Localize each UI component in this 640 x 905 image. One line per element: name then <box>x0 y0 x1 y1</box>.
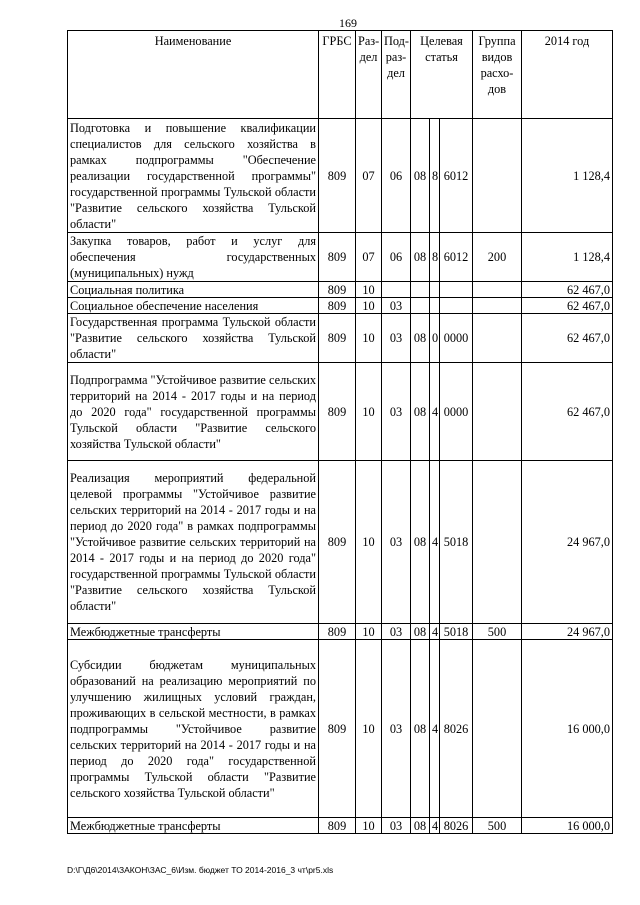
page-number: 169 <box>339 16 357 30</box>
cell-vr: 500 <box>473 818 522 834</box>
cell-t2: 4 <box>430 818 440 834</box>
cell-pr: 03 <box>382 363 411 461</box>
cell-sum: 62 467,0 <box>522 282 613 298</box>
table-row <box>68 461 613 624</box>
cell-pr: 03 <box>382 461 411 624</box>
row-name: Реализация мероприятий федеральной целевой программы "Устойчивое развитие сельских территорий на 2014 - 2017 годы и на период до 2020 года" в рамках подпрограммы "Устойчивое развитие сельских территорий на 2014 - 2017 годы и на период до 2020 года" государственной программы Тульской области "Развитие сельского хозяйства Тульской области" <box>68 461 319 624</box>
cell-grbs: 809 <box>319 314 356 363</box>
row-name: Субсидии бюджетам муниципальных образований на реализацию мероприятий по улучшению жилищных условий граждан, проживающих в сельской местности, в рамках подпрограммы "Устойчивое развитие сельских территорий на 2014 - 2017 годы и на период до 2020 года" государственной программы Тульской области "Развитие сельского хозяйства Тульской области" <box>68 640 319 818</box>
cell-pr: 06 <box>382 233 411 282</box>
cell-rz: 10 <box>356 363 382 461</box>
cell-t2 <box>430 282 440 298</box>
cell-vr <box>473 461 522 624</box>
cell-grbs: 809 <box>319 233 356 282</box>
table-row <box>68 298 613 314</box>
cell-grbs: 809 <box>319 624 356 640</box>
header-year: 2014 год <box>522 31 613 119</box>
cell-rz: 07 <box>356 119 382 233</box>
row-name: Межбюджетные трансферты <box>68 818 319 834</box>
cell-t2: 8 <box>430 119 440 233</box>
cell-t1: 08 <box>411 640 430 818</box>
cell-t1: 08 <box>411 363 430 461</box>
cell-sum: 24 967,0 <box>522 624 613 640</box>
cell-vr <box>473 314 522 363</box>
cell-t2: 4 <box>430 363 440 461</box>
cell-sum: 24 967,0 <box>522 461 613 624</box>
cell-t3: 8026 <box>440 640 473 818</box>
row-name: Подготовка и повышение квалификации специалистов для сельского хозяйства в рамках подпрограммы "Обеспечение реализации государственной программы" государственной программы Тульской области "Развитие сельского хозяйства Тульской области" <box>68 119 319 233</box>
cell-t1 <box>411 298 430 314</box>
cell-t3: 5018 <box>440 624 473 640</box>
cell-rz: 10 <box>356 640 382 818</box>
cell-t1: 08 <box>411 624 430 640</box>
cell-grbs: 809 <box>319 119 356 233</box>
table-row <box>68 314 613 363</box>
cell-grbs: 809 <box>319 363 356 461</box>
header-razdel: Раз-дел <box>356 31 382 119</box>
cell-t3 <box>440 298 473 314</box>
header-group: Группа видов расхо-дов <box>473 31 522 119</box>
header-podrazdel: Под-раз-дел <box>382 31 411 119</box>
cell-sum: 16 000,0 <box>522 640 613 818</box>
cell-vr <box>473 119 522 233</box>
cell-rz: 07 <box>356 233 382 282</box>
cell-rz: 10 <box>356 298 382 314</box>
cell-t1 <box>411 282 430 298</box>
cell-sum: 62 467,0 <box>522 363 613 461</box>
cell-grbs: 809 <box>319 282 356 298</box>
cell-t2: 4 <box>430 640 440 818</box>
cell-t3: 0000 <box>440 314 473 363</box>
cell-t2 <box>430 298 440 314</box>
cell-rz: 10 <box>356 624 382 640</box>
row-name: Подпрограмма "Устойчивое развитие сельских территорий на 2014 - 2017 годы и на период до 2020 года" государственной программы Тульской области "Развитие сельского хозяйства Тульской области" <box>68 363 319 461</box>
cell-sum: 1 128,4 <box>522 233 613 282</box>
row-name: Социальное обеспечение населения <box>68 298 319 314</box>
cell-t3 <box>440 282 473 298</box>
cell-rz: 10 <box>356 282 382 298</box>
cell-vr <box>473 298 522 314</box>
cell-vr: 200 <box>473 233 522 282</box>
row-name: Социальная политика <box>68 282 319 298</box>
row-name: Государственная программа Тульской области "Развитие сельского хозяйства Тульской области" <box>68 314 319 363</box>
cell-t3: 6012 <box>440 233 473 282</box>
header-target: Целевая статья <box>411 31 473 119</box>
cell-rz: 10 <box>356 314 382 363</box>
cell-pr: 06 <box>382 119 411 233</box>
cell-t3: 0000 <box>440 363 473 461</box>
cell-t1: 08 <box>411 314 430 363</box>
cell-vr <box>473 640 522 818</box>
cell-t2: 0 <box>430 314 440 363</box>
table-row <box>68 363 613 461</box>
cell-t1: 08 <box>411 119 430 233</box>
cell-grbs: 809 <box>319 298 356 314</box>
cell-t3: 6012 <box>440 119 473 233</box>
cell-t1: 08 <box>411 818 430 834</box>
cell-vr: 500 <box>473 624 522 640</box>
cell-rz: 10 <box>356 818 382 834</box>
budget-table <box>67 30 613 834</box>
cell-grbs: 809 <box>319 818 356 834</box>
table-row <box>68 233 613 282</box>
cell-grbs: 809 <box>319 461 356 624</box>
cell-t2: 4 <box>430 461 440 624</box>
table-row <box>68 818 613 834</box>
cell-t2: 8 <box>430 233 440 282</box>
file-path-footer: D:\Г\Д6\2014\ЗАКОН\ЗАС_6\Изм. бюджет ТО 2014-2016_3 чт\pr5.xls <box>67 865 334 875</box>
header-grbs: ГРБС <box>319 31 356 119</box>
row-name: Закупка товаров, работ и услуг для обеспечения государственных (муниципальных) нужд <box>68 233 319 282</box>
table-row <box>68 119 613 233</box>
cell-vr <box>473 282 522 298</box>
cell-sum: 62 467,0 <box>522 314 613 363</box>
cell-vr <box>473 363 522 461</box>
cell-t3: 8026 <box>440 818 473 834</box>
cell-sum: 1 128,4 <box>522 119 613 233</box>
cell-t1: 08 <box>411 233 430 282</box>
cell-rz: 10 <box>356 461 382 624</box>
cell-pr: 03 <box>382 624 411 640</box>
cell-t2: 4 <box>430 624 440 640</box>
cell-pr <box>382 282 411 298</box>
cell-t3: 5018 <box>440 461 473 624</box>
table-row <box>68 640 613 818</box>
cell-pr: 03 <box>382 818 411 834</box>
cell-pr: 03 <box>382 298 411 314</box>
table-row <box>68 624 613 640</box>
cell-sum: 62 467,0 <box>522 298 613 314</box>
cell-grbs: 809 <box>319 640 356 818</box>
cell-pr: 03 <box>382 640 411 818</box>
cell-pr: 03 <box>382 314 411 363</box>
cell-t1: 08 <box>411 461 430 624</box>
header-row <box>68 31 613 119</box>
row-name: Межбюджетные трансферты <box>68 624 319 640</box>
header-name: Наименование <box>68 31 319 119</box>
cell-sum: 16 000,0 <box>522 818 613 834</box>
table-row <box>68 282 613 298</box>
